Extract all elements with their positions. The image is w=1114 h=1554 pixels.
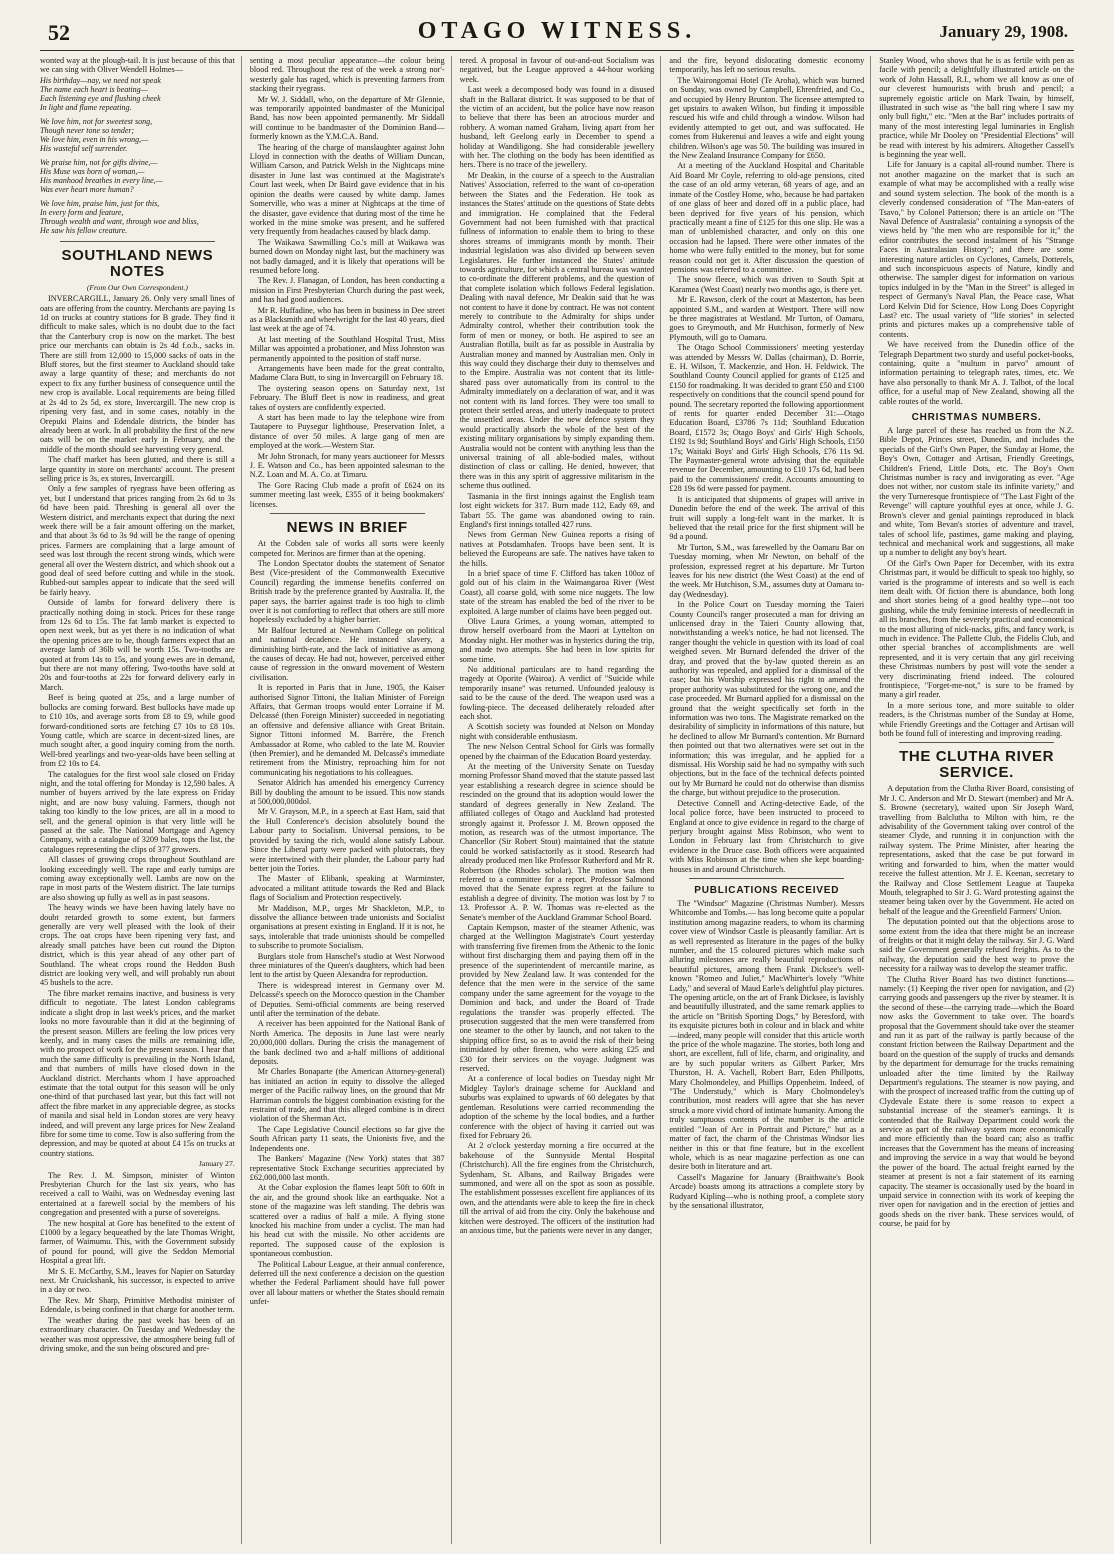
paragraph: Only a few samples of ryegrass have been offering as yet, but I understand that prices ranging from 2s 6d to 3s 6d have been paid. Threshing is general all over the Western district, and merchants expect that during the next week there will be a fair amount offering on the market, and that about 3s 6d to 3s 9d will be the range of opening prices. Farmers are complaining that a large amount of seed was lost through the recent strong winds, which were general all over the Western district, and which shook out a good deal of seed before cutting and while in the stook. Rubbed-out samples appear to indicate that the seed will be fairly heavy. [40, 484, 235, 597]
column-1 [40, 56, 242, 1544]
page-number: 52 [48, 20, 70, 45]
paragraph: The Clutha River Board has two distinct functions—namely: (1) Keeping the river open for navigation, and (2) carrying goods and passengers up the river by steamer. It is the second of these—the carrying trade—which the Board now asks the Government to take over. The board's proposal that the Government should take over the steamer and run it as part of the railway is partly because of the constant friction between the Railway Department and the board on the question of the supply of trucks and demands by the department for demurrage for the trucks remaining unloaded after the time limited by the Railway Department's regulations. The steamer is now paying, and with the prospect of increased traffic from the cutting up of Clydevale Estate there is some reason to expect a substantial increase of the steamer's earnings. It is contended that the Railway Department could work the service as part of the railway system more economically and more efficiently than the board can; also as traffic increases that the Government has the means of increasing and improving the service in a way that would be beyond the power of the board. The actual freight earned by the steamer at present is not a fair statement of its earning capacity. The steamer is occasionally used by the board in unpaid service in connection with its work of keeping the river open for navigation and in the erection of jetties and goods sheds on the river bank. These services would, of course, be paid for by [879, 974, 1074, 1229]
paragraph: At a meeting of the Auckland Hospital and Charitable Aid Board Mr Coyle, referring to old-age pensions, cited the case of an old army veteran, 68 years of age, and an inmate of the Costley Home, who, because he had partaken of one glass of beer and dozed off in a public place, had been deprived for five years of his pension, which practically meant a fine of £125 for this one slip. He was a man of unblemished character, and only on this one occasion had he lapsed. There were other inmates of the home who were fully entitled to the money, but for some reason could not get it. After discussion the question of pensions was referred to a committee. [669, 161, 865, 274]
section-heading: SOUTHLAND NEWS NOTES [61, 246, 214, 280]
poem-line: His manhood breathes in every line,— [40, 175, 163, 185]
newspaper-title: OTAGO WITNESS. [417, 18, 697, 44]
paragraph: and the fire, beyond dislocating domestic economy temporarily, has left no serious results. [669, 56, 865, 75]
paragraph: In a more serious tone, and more suitable to older readers, is the Christmas number of the Sunday at Home, while Friendly Greetings and the Cottager and Artisan will both be found full of interesting and improving reading. [879, 700, 1074, 739]
paragraph: No additional particulars are to hand regarding the tragedy at Oporite (Wairoa). A verdict of "Suicide while temporarily insane" was returned. Unfounded jealousy is said to be the cause of the deed. The weapon used was a fowling-piece. The deceased deliberately reloaded after each shot. [459, 665, 655, 722]
paragraph: Mr John Stronach, for many years auctioneer for Messrs J. E. Watson and Co., has been appointed salesman to the N.Z. Loan and M. A. Co. at Timaru. [249, 451, 445, 480]
paragraph: The new Nelson Central School for Girls was formally opened by the chairman of the Education Board yesterday. [459, 742, 655, 761]
poem [40, 76, 235, 235]
paragraph: Senator Aldrich has amended his emergency Currency Bill by doubling the amount to be issued. This now stands at 500,000,000dol. [249, 778, 445, 807]
paragraph: It is reported in Paris that in June, 1905, the Kaiser authorised Signor Tittoni, the Italian Minister of Foreign Affairs, that German troops would enter Lorraine if M. Delcassé (then Foreign Minister) succeeded in negotiating an offensive and defensive alliance with Great Britain. Signor Tittoni informed M. Barrère, the French Ambassador at Rome, who cabled to the late M. Rouvier (then Premier), and he demanded M. Delcassé's immediate retirement from the Ministry, reproaching him for not communicating his negotiations to his colleagues. [249, 683, 445, 777]
poem-line: He saw his fellow creature. [40, 225, 128, 235]
paragraph: Burglars stole from Hanschel's studio at West Norwood three miniatures of the Queen's daughters, which had been lent to the artist by Queen Alexandra for reproduction. [249, 951, 445, 980]
poem-line: Was ever heart more human? [40, 184, 134, 194]
paragraph: All classes of growing crops throughout Southland are looking exceedingly well. The rape and early turnips are coming away exceptionally well. Lambs are now on the rape in most parts of the Western district. The late turnips are also showing up fully as well as in past seasons. [40, 855, 235, 902]
issue-date: January 29, 1908. [939, 22, 1068, 41]
paragraph: In the Police Court on Tuesday morning the Taieri County Council's ranger prosecuted a man for driving an unlicensed dray in the Taieri County allowing that, notwithstanding a week's notice, he had not licensed. The ranger thought the vehicle in question with its load of coal weighed seven. Mr Burnard defended the driver of the dray, and proved that the by-law quoted therein as an authority was repealed, and applied for a dismissal of the case; but his Worship expressed his right to amend the proper authority was substituted for the wrong one, and the case proceeded. Mr Burnard applied for a dismissal on the ground that the weight specifically set forth in the information was two tons. The Magistrate remarked on the desirability of simplicity in informations of this nature, but he declined to allow Mr Burnard's contention. Mr Burnard then pointed out that two alternatives were set out in the information; this was irregular, and he applied for a dismissal. His Worship said he had no sympathy with such objections, but in the face of the technical defects pointed out by Mr Burnard he could not do otherwise than dismiss the charge, but without prejudice to the prosecution. [669, 600, 865, 798]
masthead-rule [40, 50, 1074, 51]
paragraph: Mr Deakin, in the course of a speech to the Australian Natives' Association, referred to the want of co-operation between the States and the Federation. He took as instances the States' attitude on the questions of State debts and immigration. He complained that the Federal Government had not been furnished with that practical fullness of information to enable them to bring to these shores streams of immigrants month by month. Their industrial legislation was also divided up between seven Legislatures. He further instanced the States' attitude towards agriculture, for which a central bureau was wanted to co-ordinate the different problems, and the question of that complete isolation which follows Federal legislation. Dealing with naval defence, Mr Deakin said that he was not content to have it done by contract. He was not content merely to contribute to the Admiralty for ships under Admiralty control, whether their contribution took the form of men or money, or both. He aspired to see an Australian flotilla, built as far as possible in Australia by Australian money and manned by Australian men. Only in this way could they discharge their duty to themselves and to the Empire. Australia was not content that its little-shared pass over automatically from its control to the Admiralty immediately on a declaration of war, and it was not content with its land forces. They were too small to protect their settled areas, and utterly inadequate to protect the unsettled areas. Under the new defence system they would practically absorb the whole of the best of the existing military organisations by simply expanding them. Australia would not be content with anything less than the universal training of all able-bodied males, without distinction of class or calling. He denied, however, that there was in this any spirit of aggressive militarism in the scheme thus outlined. [459, 170, 655, 491]
paragraph: The Master of Elibank, speaking at Warminster, advocated a militant attitude towards the Red and Black flags of Socialism and Protection respectively. [249, 874, 445, 903]
paragraph: The Rev. J. M. Simpson, minister of Winton Presbyterian Church for the last six years, who has received a call to Waihi, was on Wednesday evening last entertained at a farewell social by the members of his congregation and presented with a purse of sovereigns. [40, 1170, 235, 1218]
paragraph: News from German New Guinea reports a rising of natives at Potsdamhafen. Troops have been sent. It is believed the Europeans are safe. The natives have taken to the hills. [459, 530, 655, 568]
paragraph: The oystering season opens on Saturday next, 1st February. The Bluff fleet is now in readiness, and great takes of oysters are confidently expected. [249, 383, 445, 412]
section-rule [899, 742, 1054, 743]
column-2 [250, 56, 452, 1544]
paragraph: A large parcel of these has reached us from the N.Z. Bible Depot, Princes street, Dunedin, and includes the specials of the Girl's Own Paper, the Sunday at Home, the Boy's Own, Cottager and Artisan, Friendly Greetings, Children's Friend, Little Dots, etc. The Boy's Own Christmas number is racy and invigorating as ever. "Age does not wither, nor custom stale its infinite variety," and the very Turneresque frontispiece of "The Last Fight of the Revenge" will capture youthful eyes at once, while J. G. Brown's clever and genial paintings reproduced in black and white, Tom Bevan's stories of adventure and travel, tales of school life, pastimes, game making and playing, technical and mechanical work and suggestions, all make up a number to delight any boy's heart. [879, 426, 1074, 558]
paragraph: Mr E. Rawson, clerk of the court at Masterton, has been appointed S.M., and warden at Westport. There will now be three magistrates at Westland. Mr Turton, of Oamaru, goes to Greymouth, and Mr Hutchison, formerly of New Plymouth, will go to Oamaru. [669, 295, 865, 342]
paragraph: INVERCARGILL, January 26. Only very small lines of oats are offering from the country. Merchants are paying 1s 1d on trucks at country stations for B grade. They find it difficult to make sales, which is no doubt due to the fact that the Canterbury crop is now on the market. The best price our merchants can obtain is 2s 4d f.o.b., sacks in. There are still from 12,000 to 15,000 sacks of oats in the Bluff stores, but the first steamer to Auckland should take away a large quantity of these; and merchants do not expect to fix any further business of consequence until the new crop is available. Local requirements are being filled at 2s 4d to 2s 5d, ex store, Invercargill. The new crop is ripening very fast, and in some cases, notably in the Orepuki Plains and Edendale districts, the binder has already been at work. In all probability the first of the new oats will be on the market early in February, and the middle of the month should see harvesting very general. [40, 294, 235, 454]
paragraph: The new hospital at Gore has benefited to the extent of £1000 by a legacy bequeathed by the late Thomas Wright, farmer, of Waimumu. This, with the Government subsidy of pound for pound, will give the Seddon Memorial Hospital a great lift. [40, 1218, 235, 1266]
paragraph: Mr Balfour lectured at Newnham College on political and national decadence. He instanced slavery, a diminishing birth-rate, and the lack of initiative as among the causes of decay. He had not, however, perceived either cause of regression in the onward movement of Western civilisation. [249, 625, 445, 682]
poem-line: We love him, not for sweetest song, [40, 116, 153, 126]
paragraph: The fibre market remains inactive, and business is very difficult to negotiate. The latest London cablegrams indicate a slight drop in last week's prices, and the market looks no more favourable than it did at the beginning of the present season. Millers are feeling the low prices very keenly, and in many cases the mills are remaining idle, with no prospect of work for the present season. I hear that much the same difficulty is prevailing in the North Island, and that numbers of mills have closed down in the Auckland district. Merchants whom I have approached estimate that the total output for this season will be only one-third of that purchased last year, but this fact will not affect the fibre market in any appreciable degree, as stocks of manila and sisal held in London stores are very heavy indeed, and will prevent any large prices for New Zealand fibre for some time to come. Tow is also suffering from the depression, and may be quoted at about £4 15s on trucks at country stations. [40, 988, 235, 1158]
paragraph: We have received from the Dunedin office of the Telegraph Department two sturdy and useful pocket-books, containing, quite a "multum in parvo" amount of information pertaining to telegraph rates, times, etc. We have also personally to thank Mr A. J. Talbot, of the local office, for a useful map of New Zealand, showing all the cable routes of the world. [879, 340, 1074, 406]
byline: (From Our Own Correspondent.) [86, 282, 188, 292]
paragraph: Of the Girl's Own Paper for December, with its extra Christmas part, it would be difficult to speak too highly, so varied is the programme of interests and so well is each item dealt with. Of fiction there is abundance, both long and short stories being of a good healthy type—not too gushing, while the truly feminine interests of needlecraft in all its branches, from the severely practical and economical to the most alluring of nick-nacks, gifts, and fancy work, is much in evidence. The Pallette Club, the Fidelis Club, and other special branches of accomplishments are well represented, and it is very certain that any girl receiving these Christmas numbers by post will vote the sender a very discriminating friend indeed. The coloured frontispiece, "Forget-me-not," is sure to be framed by many a girl reader. [879, 558, 1074, 700]
paragraph: At a conference of local bodies on Tuesday night Mr Midgley Taylor's drainage scheme for Auckland and suburbs was explained to upwards of 60 delegates by that gentleman. Resolutions were carried recommending the adoption of the scheme by the local bodies, and a further conference with the object of having it carried out was fixed for February 26. [459, 1074, 655, 1140]
masthead [40, 16, 1074, 50]
paragraph: Captain Kempson, master of the steamer Athenic, was charged at the Wellington Magistrate's Court yesterday with transferring five firemen from the Athenic to the Ionic without first discharging them and paying them off in the presence of the superintendent of mercantile marine, as provided by New Zealand law. It was contended for the defence that the men were in the service of the same company under the same agreement for the voyage to the Dominion and back, and under the Board of Trade regulations the transfer was properly effected. The prosecution suggested that the men were transferred from one steamer to the other by launch, and not taken to the shipping office first, so as to avoid the risk of their being intimidated by other firemen, who were asking £25 and £30 for their services on the voyage. Judgment was reserved. [459, 922, 655, 1074]
paragraph: Mr W. J. Siddall, who, on the departure of Mr Glennie, was temporarily appointed bandmaster of the Municipal Band, has now been appointed permanently. Mr Siddall will continue to be bandmaster of the Dominion Band—formerly known as the Y.M.C.A. Band. [249, 94, 445, 142]
paragraph: Mr V. Grayson, M.P., in a speech at East Ham, said that the Hull Conference's decision absolutely bound the Labour party to Socialism. Universal pensions, to be provided by taxing the rich, would alone satisfy Labour. Since the Liberal party were packed with plutocrats, they were intertwined with their plunder, the Labour party had better join the Tories. [249, 807, 445, 873]
paragraph: The weather during the past week has been of an extraordinary character. On Tuesday and Wednesday the weather was most oppressive, the atmosphere being full of driving smoke, and the sun being obscured and pre- [40, 1315, 235, 1353]
poem-line: We love him, even in his wrong,— [40, 134, 149, 144]
paragraph: Olive Laura Grimes, a young woman, attempted to throw herself overboard from the Maori at Lyttelton on Monday night. Her mother was in hysterics during the trip, and made two attempts. She had been in low spirits for some time. [459, 616, 655, 664]
paragraph: Arrangements have been made for the great contralto, Madame Clara Butt, to sing in Invercargill on February 18. [249, 364, 445, 383]
poem-line: His wasteful self surrender. [40, 143, 128, 153]
paragraph: Mr Maddison, M.P., urges Mr Shackleton, M.P., to dissolve the alliance between trade unionists and Socialist organisations at present existing in England. If it is not, he says, intolerable that trade unionists should be compelled to subscribe to promote Socialism. [249, 903, 445, 951]
paragraph: The Cape Legislative Council elections so far give the South African party 11 seats, the Unionists five, and the Independents one. [249, 1124, 445, 1153]
paragraph: In a brief space of time F. Clifford has taken 100oz of gold out of his claim in the Waimangaroa River (West Coast), all coarse gold, with some nice nuggets. The low state of the stream has enabled the bed of the river to be exploited. A large number of claims have been pegged out. [459, 568, 655, 616]
poem-line: Each listening eye and flushing cheek [40, 93, 161, 103]
paragraph: Cassell's Magazine for January (Braithwaite's Book Arcade) boasts among its attractions a complete story by Rudyard Kipling—who is nothing proof, a complete story by the sensational illustrator, [669, 1172, 865, 1210]
poem-line: We praise him, not for gifts divine,— [40, 157, 158, 167]
paragraph: senting a most peculiar appearance—the colour being blood red. Throughout the rest of the week a strong nor'-westerly gale has raged, which is preventing farmers from stacking their ryegrass. [249, 56, 445, 94]
paragraph: At 2 o'clock yesterday morning a fire occurred at the bakehouse of the Sunnyside Mental Hospital (Christchurch). All the fire engines from the Christchurch, Sydenham, St. Albans, and Railway Brigades were summoned, and were all on the spot as soon as possible. The establishment possesses excellent fire appliances of its own, and the attendants were able to keep the fire in check till the arrival of aid from the city. Only the bakehouse and kitchen were destroyed. The officers of the institution had an anxious time, but the patients were never in any danger, [459, 1141, 655, 1235]
paragraph: It is anticipated that shipments of grapes will arrive in Dunedin before the end of the week. The arrival of this fruit will supply a long-felt want in the market. It is believed that the retail price for the first shipment will be 9d a pound. [669, 494, 865, 542]
paragraph: The London Spectator doubts the statement of Senator Best (Vice-president of the Commonwealth Executive Council) regarding the immense benefits conferred on British trade by the preference granted by Australia. If, the paper says, the barrier against trade is too high to climb over it is not comforting to reflect that others are still more hopelessly excluded by a higher barrier. [249, 558, 445, 625]
paragraph: A deputation from the Clutha River Board, consisting of Mr J. C. Anderson and Mr D. Stewart (member) and Mr A. S. Browne (secretary), waited upon Sir Joseph Ward, travelling from Balclutha to Milton with him, re the advisability of the Government taking over control of the steamer Clyde, and running it in conjunction with the railway system. The Prime Minister, after hearing the representations, asked that the case be put forward in writing and forwarded to him, when the matter would receive the fullest attention. Mr J. E. Keenan, secretary to the Railway and Close Settlement League at Taupeka Mouth, telegraphed to Sir J. G. Ward protesting against the steamer being taken over by the Government. He acted on behalf of the league and the Greenfield Farmers' Union. [879, 784, 1074, 916]
section-heading: PUBLICATIONS RECEIVED [694, 884, 840, 896]
paragraph: Beef is being quoted at 25s, and a large number of bullocks are coming forward. Best bullocks have made up to £10 10s, and average sorts from £8 to £9, while good forward-conditioned sorts are fetching £7 10s to £8 10s. Young cattle, which are scarce in decent-sized lines, are much sought after, a good inquiry coming from the north. Well-bred yearlings and two-year-olds have been selling at from £2 10s to £4. [40, 693, 235, 769]
section-rule [270, 513, 425, 514]
paragraph: The Political Labour League, at their annual conference, deferred till the next conference a decision on the question whether the Federal Parliament should have full power over all labour matters or whether the States should remain unfet- [249, 1259, 445, 1307]
paragraph: Mr Charles Bonaparte (the American Attorney-general) has initiated an action in equity to dissolve the alleged merger of the Pacific railway lines, on the ground that Mr Harriman controls the biggest combination existing for the restraint of trade, and that this alleged combine is in direct violation of the Sherman Act. [249, 1067, 445, 1124]
paragraph: A Scottish society was founded at Nelson on Monday night with considerable enthusiasm. [459, 722, 655, 741]
paragraph: The heavy winds we have been having lately have no doubt retarded growth to some extent, but farmers generally are very well pleased with the look of their crops. The oat crops have been ripening very fast, and already small patches have been cut round the Dipton district, which is this year ahead of any other part of Southland. The wheat crops round the Heddon Bush district are looking very well, and will probably run about 45 bushels to the acre. [40, 903, 235, 988]
paragraph: Mr R. Huffadine, who has been in business in Dee street as a Blacksmith and wheelwright for the last 40 years, died last week at the age of 74. [249, 305, 445, 334]
paragraph: Mr Turton, S.M., was farewelled by the Oamaru Bar on Tuesday morning, when Mr Newton, on behalf of the profession, expressed regret at his departure. Mr Turton leaves for his new district (the West Coast) at the end of the week. Mr Hutchison, S.M., assumes duty at Oamaru to-day (Wednesday). [669, 542, 865, 599]
paragraph: The Wairongomai Hotel (Te Aroha), which was burned on Sunday, was owned by Campbell, Ehrenfried, and Co., and occupied by Henry Brunton. The licensee attempted to get upstairs to awaken Wilson, but finding it impossible rescued his wife and child through a window. Wilson had evidently attempted to get out, and was suffocated. He comes from Hukerenui and leaves a wife and eight young children. Wilson's age was 50. The building was insured in the New Zealand Insurance Company for £650. [669, 75, 865, 161]
poem-line: Through wealth and want, through woe and bliss, [40, 216, 199, 226]
paragraph: The hearing of the charge of manslaughter against John Lloyd in connection with the deaths of William Duncan, William Carson, and Patrick Welsh in the Nightcaps mine disaster in June last was continued at the Magistrate's Court last week, when Dr Baird gave evidence that in his opinion the deaths were caused by white damp. James Somerville, who was a miner at Nightcaps at the time of the disaster, gave evidence that during most of the time he worked in the mine smoke was present, and he suffered very frequently from headaches caused by black damp. [249, 142, 445, 237]
dateline: January 27. [198, 1159, 235, 1169]
poem-line: His Muse was born of woman,— [40, 166, 145, 176]
paragraph: The snow fleece, which was driven to South Spit at Karamea (West Coast) nearly two months ago, is there yet. [669, 275, 865, 294]
paragraph: Detective Connell and Acting-detective Eade, of the local police force, have been instructed to proceed to England at once to give evidence in regard to the charge of perjury brought against Miss Robinson, who went to London in February last from Christchurch to give evidence in the Druce case. Both officers were acquainted with Miss Robinson at the time when she kept boarding-houses in and around Christchurch. [669, 798, 865, 874]
paragraph: tered. A proposal in favour of out-and-out Socialism was negatived, but the League approved a 44-hour working week. [459, 56, 655, 84]
paragraph: wonted way at the plough-tail. It is just because of this that we can sing with Oliver Wendell Holmes— [40, 56, 235, 75]
paragraph: Tasmania in the first innings against the English team lost eight wickets for 317. Burn made 112, Eady 69, and Tabart 55. The game was abandoned owing to rain. England's first innings totalled 427 runs. [459, 491, 655, 529]
paragraph: The catalogues for the first wool sale closed on Friday night, and the total offering for Monday is 12,590 bales. A number of buyers arrived by the late express on Friday night, and are now busy valuing. Farmers, though not taking too kindly to the low prices, are all in a mood to sell, and the general opinion is that very little will be passed at the sale. The National Mortgage and Agency Company, with a catalogue of 3209 bales, tops the list, the catalogues representing the clips of 377 growers. [40, 769, 235, 854]
paragraph: At the Cobden sale of works all sorts were keenly competed for. Merinos are firmer than at the opening. [249, 539, 445, 558]
paragraph: Last week a decomposed body was found in a disused shaft in the Ballarat district. It was supposed to be that of the victim of an accident, but the police have now reason to believe that there has been an atrocious murder and robbery. A woman named Graham, living apart from her husband, left Geelong early in December to spend a holiday at Wandiligong. She had considerable jewellery with her. The clothing on the body has been identified as hers. There is no trace of the jewellery. [459, 85, 655, 170]
paragraph: The deputation pointed out that the objections arose to some extent from the idea that there might be an increase of freights or that it might delay the railway. Sir J. G. Ward said the Government generally refused freights. As to the railway, the deputation said the best way to prove the necessity for a railway was to develop the steamer traffic. [879, 917, 1074, 974]
paragraph: There is widespread interest in Germany over M. Delcassé's speech on the Morocco question in the Chamber of Deputies. Semi-official comments are being reserved until after the termination of the debate. [249, 980, 445, 1018]
paragraph: The "Windsor" Magazine (Christmas Number). Messrs Whitcombe and Tombs.— has long become quite a popular institution among magazine readers, to whom its charming cover view of Windsor Castle is pleasantly familiar. Art is as well represented as literature in the pages of the bulky number, and the 15 coloured pictures which make such alluring milestones are really beautiful reproductions of beautiful pictures, among them Frank Dicksee's well-known "Romeo and Juliet," MacWhirter's lovely "White Lady," and several of Maud Earle's delightful play pictures. The opening article, on the art of Frank Dicksee, is lavishly and beautifully illustrated, and the same remark applies to the article on "British Sporting Dogs," by Beresford, with its exquisite pictures both in colour and in black and white—indeed, many people will consider that this article worth the price of the whole magazine. The stories, both long and short, are excellent, full of life, charm, and originality, and are by such popular writers as Gilbert Parker, Mrs Thurston, H. A. Vachell, Robert Barr, Eden Phillpotts, Mary Cholmondeley, and Phillips Oppenheim. Indeed, of "The Understudy," which is Mary Cholmondeley's contribution, most readers will agree that she has never struck a more vivid chord of intimate humanity. Among the truly sumptuous contents of the number is the article entitled "Joan of Arc in Portrait and Picture," but as a matter of fact, the charm of the Christmas Windsor lies neither in this or that fine feature, but in the excellent whole, which is as near magazine perfection as one can desire both in literature and art. [669, 898, 865, 1172]
paragraph: The Rev. Mr Sharp, Primitive Methodist minister of Edendale, is being confined in that charge for another term. [40, 1295, 235, 1315]
paragraph: The Waikawa Sawmilling Co.'s mill at Waikawa was burned down on Monday night last, but the machinery was not badly damaged, and it is likely that operations will be resumed before long. [249, 237, 445, 275]
paragraph: At the meeting of the University Senate on Tuesday morning Professor Shand moved that the statute passed last year establishing a research degree in science should be rescinded on the ground that its adoption would lower the standard of degrees generally in New Zealand. The affiliated colleges of Otago and Auckland had protested strongly against it. Professor J. M. Brown opposed the motion, as research was of the utmost importance. The Chancellor (Sir Robert Stout) maintained that the statute could be worked satisfactorily as it stood. Research had already produced men like Professor Rutherford and Mr R. Robertson (the Rhodes scholar). The motion was then referred to a committee for a report. Professor Salmond moved that the Senate express regret at the failure to establish a degree of divinity. The motion was lost by 7 to 13. Professor A. P. W. Thomas was re-elected as the Senate's member of the Auckland Grammar School Board. [459, 762, 655, 922]
paragraph: Mr S. E. McCarthy, S.M., leaves for Napier on Saturday next. Mr Cruickshank, his successor, is expected to arrive in a day or two. [40, 1266, 235, 1295]
section-heading: NEWS IN BRIEF [286, 519, 408, 537]
paragraph: At the Cobar explosion the flames leapt 50ft to 60ft in the air, and the ground shook like an earthquake. Not a stone of the magazine was left standing. The debris was scattered over a radius of half a mile. A flying stone knocked his machine from under a cyclist. The man had his head cut with the missile. No other accidents are reported. The supposed cause of the explosion is spontaneous combustion. [249, 1183, 445, 1259]
section-rule [60, 241, 215, 242]
column-5 [879, 56, 1074, 1544]
paragraph: The Otago School Commissioners' meeting yesterday was attended by Messrs W. Dallas (chairman), D. Borrie, E. H. Wilson, T. Mackenzie, and Hon. H. Feldwick. The Southland County Council applied for grants of £125 and £150 for roadmaking. It was decided to grant £50 and £100 respectively on conditions that the council spend pound for pound. The secretary reported the following apportionment of rents for quarter ended December 31:—Otago Education Board, £3786 7s 11d; Southland Education Board, £1572 3s; Otago Boys' and Girls' High Schools, £192 1s 9d; Southland Boys' and Girls' High Schools, £150 17s; Waitaki Boys' and Girls' High Schools, £76 11s 9d. The Paymaster-general wrote advising that the equitable revenue for December, amounting to £10 17s 6d, had been paid to the commissioners' credit. Accounts amounting to £28 19s 6d were passed for payment. [669, 343, 865, 494]
paragraph: The Rev. J. Flanagan, of London, has been conducting a mission in First Presbyterian Church during the past week, and has had good audiences. [249, 276, 445, 305]
section-rule [689, 878, 844, 879]
column-4 [669, 56, 871, 1544]
paragraph: A receiver has been appointed for the National Bank of North America. The deposits in June last were nearly 20,000,000 dollars. During the crisis the management of the bank declined two and a-half millions of additional deposits. [249, 1019, 445, 1067]
paragraph: At last meeting of the Southland Hospital Trust, Miss Millar was appointed a probationer, and Miss Johnston was permanently appointed to the position of staff nurse. [249, 334, 445, 363]
poem-line: Though never tone so tender; [40, 125, 135, 135]
poem-line: His birthday—nay, we need not speak [40, 75, 161, 85]
paragraph: Life for January is a capital all-round number. There is not another magazine on the market that is such an example of what may be accomplished with a really wise and sound system selection. The book of the month is a cleverly condensed consideration of "The Man-eaters of Tsavo," by Colonel Patterson; there is an article on "The Naval Defence of Australasia" containing a synopsis of the views held by "the men who are responsible for it;" the editor contributes the second instalment of his "Strange Faces in Australasian History"; and there are some interesting nature articles on Cyclones, Camels, Dotterels, and such inconspicuous aspects of Nature, kindly and otherwise. The sampler digest for information on various topics indulged in by the "Man in the Street" is alleged in respect of Germany's Naval Plan, the Peace case, What Lord Kelvin Did for Science, How Long Does Copyright Last? etc. The usual variety of "life stories" in selected prints and pictures makes up a comprehensive table of contents. [879, 160, 1074, 339]
paragraph: The chaff market has been glutted, and there is still a large quantity in store on merchants' account. The present selling price is 3s, ex stores, Invercargill. [40, 455, 235, 483]
section-heading: CHRISTMAS NUMBERS. [911, 412, 1042, 424]
poem-line: In light and flame repeating. [40, 102, 132, 112]
paragraph: Stanley Wood, who shows that he is as fertile with pen as facile with pencil; a delightfully illustrated article on the work of John Hassall, R.I., whom we all know as one of our cleverest humourists with brush and pencil; a supremely egoistic article on Mark Twain, by himself, illustrated in such wise as "the ball ring where I saw my only bull fight," etc. "Men at the Bar" includes portraits of many of the most interesting legal luminaries in English practice, while Mr Dooley on "Presidential Elections" will be read with interest by his admirers. Altogether Cassell's is beginning the year well. [879, 56, 1074, 160]
section-heading: THE CLUTHA RIVER SERVICE. [899, 748, 1055, 782]
column-3 [460, 56, 662, 1544]
paragraph: A start has been made to lay the telephone wire from Tautapere to Puysegur lighthouse, Preservation Inlet, a distance of over 50 miles. A large gang of men are employed at the work.—Western Star. [249, 413, 445, 451]
paragraph: Outside of lambs for forward delivery there is practically nothing doing in stock. Prices for these range from 12s 6d to 15s. The fat lamb market is expected to open next week, but as yet there is no indication of what the opening prices are to be, though farmers expect that an average lamb of 36lb will be worth 15s. Two-tooths are quoted at from 14s to 15s, and young ewes are in demand, but there are not many offering. Two-tooths have sold at 20s and four-tooths at 22s for forward delivery early in March. [40, 598, 235, 692]
columns [40, 56, 1074, 1544]
paragraph: The Bankers' Magazine (New York) states that 387 representative Stock Exchange securities appreciated by £62,000,000 last month. [249, 1154, 445, 1182]
paragraph: The Gore Racing Club made a profit of £624 on its summer meeting last week, £355 of it being bookmakers' licenses. [249, 480, 445, 509]
poem-line: We love him, praise him, just for this, [40, 198, 160, 208]
poem-line: The name each heart is beating— [40, 84, 148, 94]
poem-line: In every form and feature, [40, 207, 124, 217]
